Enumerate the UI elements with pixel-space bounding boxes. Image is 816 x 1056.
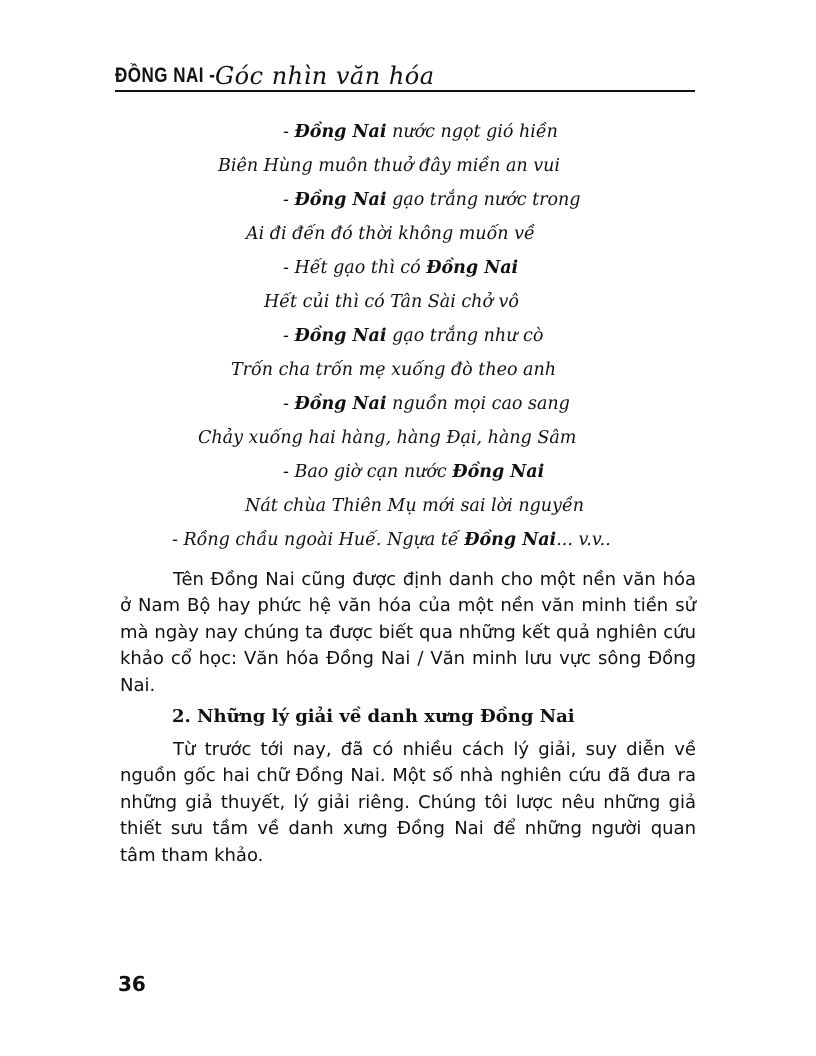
poem-line: - Đồng Nai nguồn mọi cao sang <box>283 394 570 414</box>
poem-line: Hết củi thì có Tân Sài chở vô <box>264 292 519 312</box>
poem-line: Chảy xuống hai hàng, hàng Đại, hàng Sâm <box>198 428 577 448</box>
poem-line: Ai đi đến đó thời không muốn về <box>246 224 535 244</box>
paragraph-2: Từ trước tới nay, đã có nhiều cách lý giải, suy diễn về nguồn gốc hai chữ Đồng Nai. Một số nhà nghiên cứu đã đưa ra những giả thuyết, lý giải riêng. Chúng tôi lược nêu những giả thiết sưu tầm về danh xưng Đồng Nai để những người quan tâm tham khảo. <box>120 739 696 866</box>
header-rule <box>115 90 695 92</box>
paragraph-1: Tên Đồng Nai cũng được định danh cho một nền văn hóa ở Nam Bộ hay phức hệ văn hóa của một nền văn minh tiền sử mà ngày nay chúng ta được biết qua những kết quả nghiên cứu khảo cổ học: Văn hóa Đồng Nai / Văn minh lưu vực sông Đồng Nai. <box>120 569 696 696</box>
poem-line: Biên Hùng muôn thuở đây miền an vui <box>218 156 561 176</box>
section-heading: 2. Những lý giải về danh xưng Đồng Nai <box>172 706 575 727</box>
poem-line: - Đồng Nai nước ngọt gió hiền <box>283 122 558 142</box>
poem-line: - Bao giờ cạn nước Đồng Nai <box>283 462 545 482</box>
poem-line: Nát chùa Thiên Mụ mới sai lời nguyền <box>245 496 584 516</box>
page-number: 36 <box>118 972 146 996</box>
poem-line: Trốn cha trốn mẹ xuống đò theo anh <box>231 360 557 380</box>
header-title: ĐỒNG NAI - <box>115 63 216 87</box>
header-subtitle: Góc nhìn văn hóa <box>215 62 435 90</box>
poem-line: - Đồng Nai gạo trắng nước trong <box>283 190 581 210</box>
poem-line: - Rồng chầu ngoài Huế. Ngựa tế Đồng Nai... v.v.. <box>172 530 611 550</box>
poem-line: - Hết gạo thì có Đồng Nai <box>283 258 519 278</box>
running-header <box>115 52 695 92</box>
poem-line: - Đồng Nai gạo trắng như cò <box>283 326 544 346</box>
